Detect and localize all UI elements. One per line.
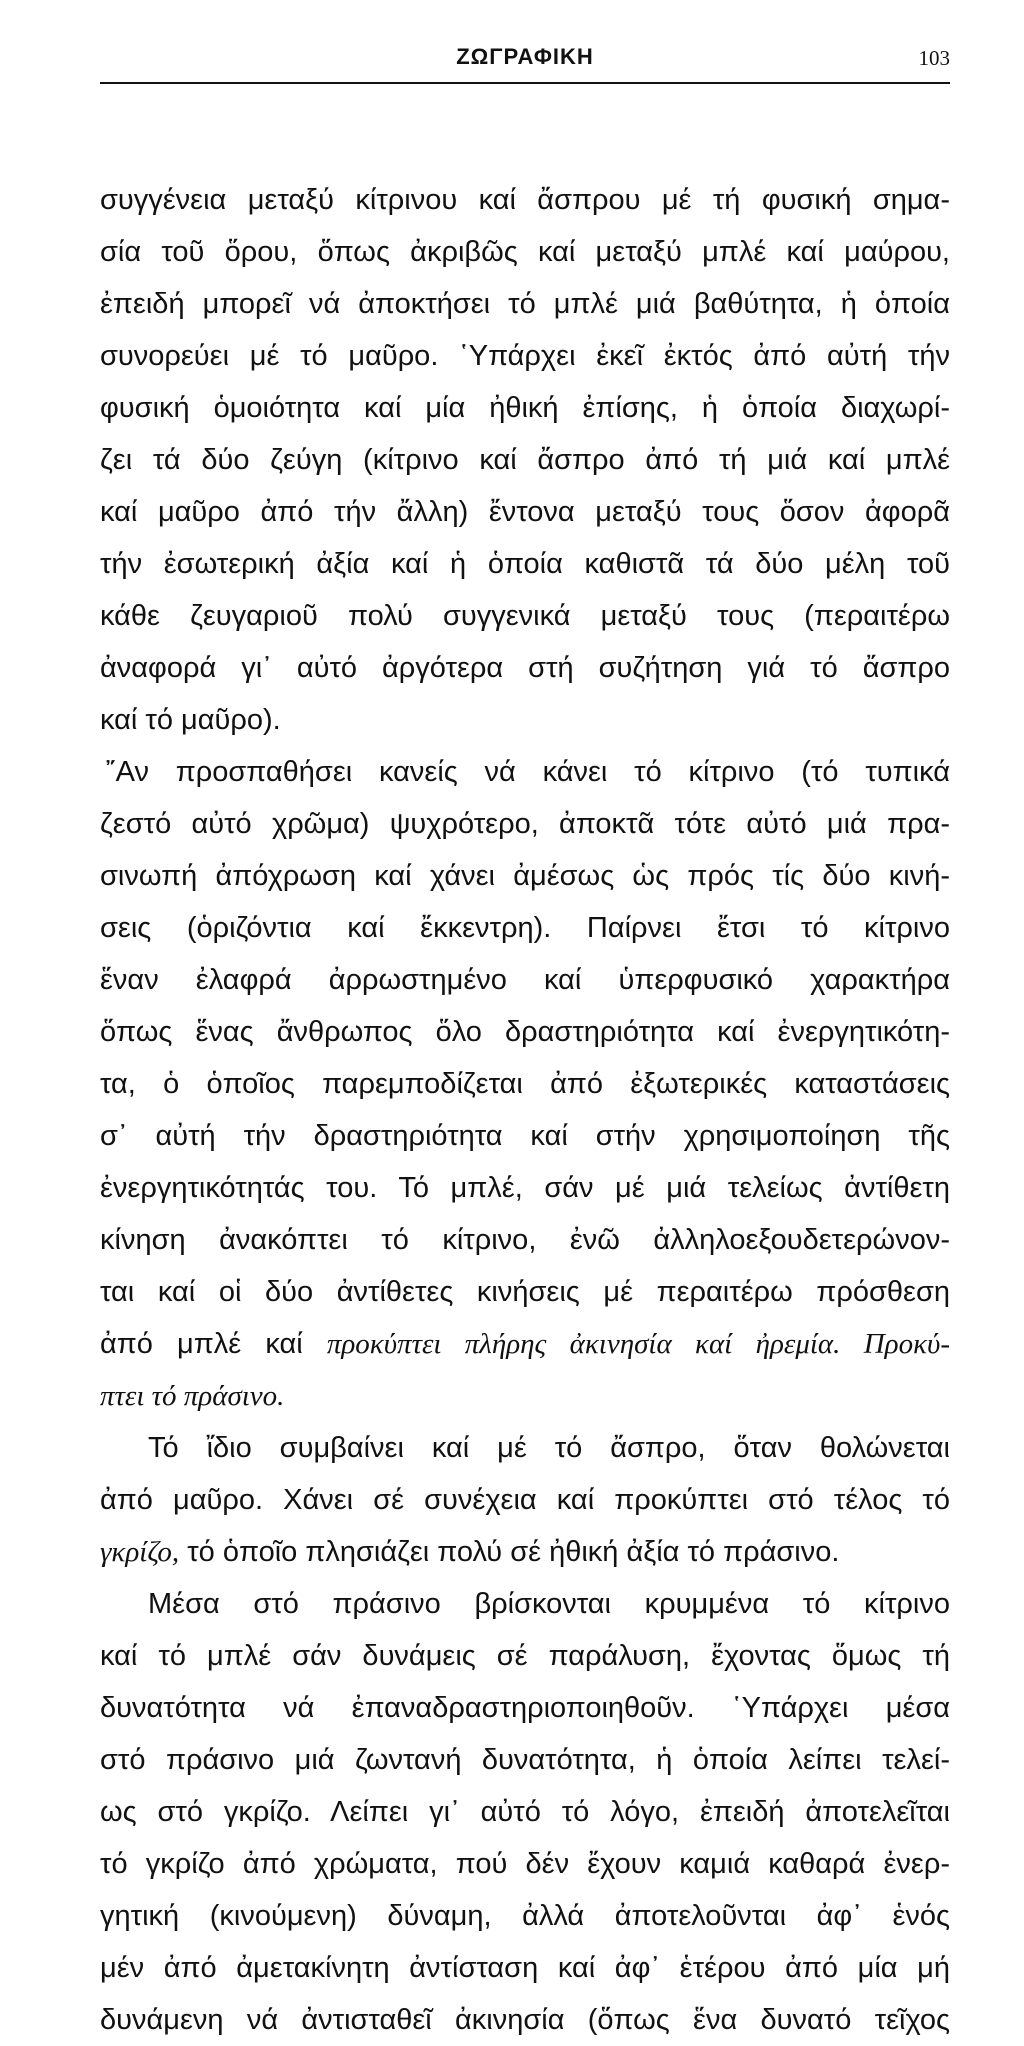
text-line: στό πράσινο μιά ζωντανή δυνατότητα, ἡ ὁποία λείπει τελεί- (100, 1744, 950, 1776)
text-line: σ᾿ αὐτή τήν δραστηριότητα καί στήν χρησιμοποίηση τῆς (100, 1120, 950, 1152)
text-line: τα, ὁ ὁποῖος παρεμποδίζεται ἀπό ἐξωτερικές καταστάσεις (100, 1068, 950, 1100)
text-line: συγγένεια μεταξύ κίτρινου καί ἄσπρου μέ τή φυσική σημα- (100, 184, 950, 216)
text-line: ως στό γκρίζο. Λείπει γι᾿ αὐτό τό λόγο, ἐπειδή ἀποτελεῖται (100, 1796, 950, 1828)
text-line: σινωπή ἀπόχρωση καί χάνει ἀμέσως ὡς πρός τίς δύο κινή- (100, 860, 950, 892)
italic-emphasis: γκρίζο, (100, 1536, 180, 1568)
text-line: συνορεύει μέ τό μαῦρο. ῾Υπάρχει ἐκεῖ ἐκτός ἀπό αὐτή τήν (100, 340, 950, 372)
text-line: ται καί οἱ δύο ἀντίθετες κινήσεις μέ περαιτέρω πρόσθεση (100, 1276, 950, 1308)
text-line: ἀναφορά γι᾿ αὐτό ἀργότερα στή συζήτηση γιά τό ἄσπρο (100, 652, 950, 684)
text-line: ἕναν ἐλαφρά ἀρρωστημένο καί ὑπερφυσικό χαρακτήρα (100, 964, 950, 996)
text-line: γκρίζο, τό ὁποῖο πλησιάζει πολύ σέ ἠθική ἀξία τό πράσινο. (100, 1536, 840, 1568)
text-line: ἐπειδή μπορεῖ νά ἀποκτήσει τό μπλέ μιά βαθύτητα, ἡ ὁποία (100, 288, 950, 320)
text-line: ἀπό μπλέ καί προκύπτει πλήρης ἀκινησία καί ἠρεμία. Προκύ- (100, 1328, 950, 1360)
text-line (100, 1370, 950, 1422)
text-line: κίνηση ἀνακόπτει τό κίτρινο, ἐνῶ ἀλληλοεξουδετερώνον- (100, 1224, 950, 1256)
paragraph-first-line: ῎Αν προσπαθήσει κανείς νά κάνει τό κίτρινο (τό τυπικά (106, 756, 950, 788)
text-line: δυνάμενη νά ἀντισταθεῖ ἀκινησία (ὅπως ἕνα δυνατό τεῖχος (100, 2004, 950, 2036)
text-line: κάθε ζευγαριοῦ πολύ συγγενικά μεταξύ τους (περαιτέρω (100, 600, 950, 632)
text-line: φυσική ὁμοιότητα καί μία ἠθική ἐπίσης, ἡ ὁποία διαχωρί- (100, 392, 950, 424)
text-line: γητική (κινούμενη) δύναμη, ἀλλά ἀποτελοῦνται ἀφ᾿ ἑνός (100, 1900, 950, 1932)
text-line: καί τό μπλέ σάν δυνάμεις σέ παράλυση, ἔχοντας ὅμως τή (100, 1640, 950, 1672)
text-line: ἐνεργητικότητάς του. Τό μπλέ, σάν μέ μιά τελείως ἀντίθετη (100, 1172, 950, 1204)
text-line: μέν ἀπό ἀμετακίνητη ἀντίσταση καί ἀφ᾿ ἑτέρου ἀπό μία μή (100, 1952, 950, 1984)
text-line: ζει τά δύο ζεύγη (κίτρινο καί ἄσπρο ἀπό τή μιά καί μπλέ (100, 444, 950, 476)
text-line: τήν ἐσωτερική ἀξία καί ἡ ὁποία καθιστᾶ τά δύο μέλη τοῦ (100, 548, 950, 580)
body-text (100, 174, 950, 2046)
header-rule (100, 82, 950, 84)
text-line: δυνατότητα νά ἐπαναδραστηριοποιηθοῦν. ῾Υπάρχει μέσα (100, 1692, 950, 1724)
running-title: ΖΩΓΡΑΦΙΚΗ (456, 44, 594, 69)
text-line: καί τό μαῦρο). (100, 704, 281, 736)
text-line: ὅπως ἕνας ἄνθρωπος ὅλο δραστηριότητα καί ἐνεργητικότη- (100, 1016, 950, 1048)
running-header (100, 44, 950, 84)
text-line: ζεστό αὐτό χρῶμα) ψυχρότερο, ἀποκτᾶ τότε αὐτό μιά πρα- (100, 808, 950, 840)
paragraph-first-line: Τό ἴδιο συμβαίνει καί μέ τό ἄσπρο, ὅταν θολώνεται (148, 1432, 950, 1464)
italic-emphasis: προκύπτει πλήρης ἀκινησία καί ἠρεμία. Προκύ- (326, 1328, 950, 1360)
text-line: ἀπό μαῦρο. Χάνει σέ συνέχεια καί προκύπτει στό τέλος τό (100, 1484, 950, 1516)
italic-emphasis: πτει τό πράσινο. (100, 1380, 285, 1412)
text-line: καί μαῦρο ἀπό τήν ἄλλη) ἔντονα μεταξύ τους ὅσον ἀφορᾶ (100, 496, 950, 528)
paragraph-first-line: Μέσα στό πράσινο βρίσκονται κρυμμένα τό κίτρινο (148, 1588, 950, 1620)
text-line: σεις (ὁριζόντια καί ἔκκεντρη). Παίρνει ἔτσι τό κίτρινο (100, 912, 950, 944)
text-line: σία τοῦ ὅρου, ὅπως ἀκριβῶς καί μεταξύ μπλέ καί μαύρου, (100, 236, 950, 268)
page-number: 103 (918, 46, 950, 70)
text-line: τό γκρίζο ἀπό χρώματα, πού δέν ἔχουν καμιά καθαρά ἐνερ- (100, 1848, 950, 1880)
